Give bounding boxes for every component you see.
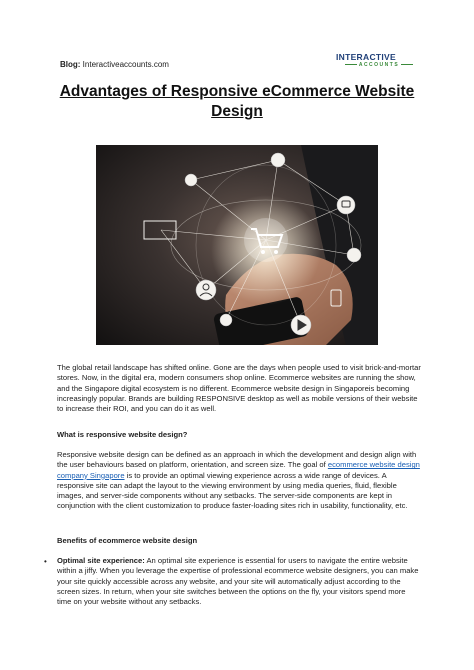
blog-label: Blog: <box>60 60 81 69</box>
logo-sub <box>336 62 422 69</box>
responsive-paragraph <box>57 450 421 512</box>
responsive-text-end: is to provide an optimal viewing experience across a wide range of devices. A responsive site can adapt the layout to the viewing environment by using media queries, fluid, flexible images, and server-side components without any setbacks. The server-side components are kept in conjunction with the client customization to produce faster-loading sites rich in usability, functionality, etc. <box>57 470 408 511</box>
hero-image <box>96 145 378 345</box>
bullet-title: Optimal site experience: <box>57 556 145 565</box>
wifi-icon <box>220 314 232 326</box>
logo-bar-left <box>345 64 357 65</box>
chat-icon <box>337 196 355 214</box>
cloud-icon <box>185 174 197 186</box>
intro-paragraph: The global retail landscape has shifted online. Gone are the days when people used to visit brick-and-mortar stores. Now, in the digital era, modern consumers shop online. Ecommerce websites are running the show, and the Singapore digital ecosystem is no different. Ecommerce website design in Singaporeis becoming increasingly popular. Brands are building RESPONSIVE desktop as well as mobile versions of their website to increase their ROI, and you can do it as well. <box>57 363 421 414</box>
ecommerce-design-company-link[interactable]: ecommerce website design company Singapore <box>57 460 420 480</box>
bullet-text: An optimal site experience is essential for users to navigate the entire website within a jiffy. When you leverage the expertise of professional ecommerce website designers, you can make your site quickly accessible across any website, and your site will automatically adjust according to the screen sizes. In return, when your site switches between the options on the fly, your visitors spend more time on your website without any setbacks. <box>57 556 419 607</box>
logo-main: INTERACTIVE <box>336 52 396 62</box>
logo-bar-right <box>401 64 413 65</box>
location-icon <box>347 248 361 262</box>
bullet-item-optimal-experience <box>57 556 421 607</box>
bullet-dot-icon: • <box>44 557 47 566</box>
section-heading-responsive: What is responsive website design? <box>57 430 188 439</box>
responsive-text-start: Responsive website design can be defined as an approach in which the development and design align with the user behaviours based on platform, orientation, and screen size. The goal of <box>57 450 417 470</box>
section-heading-benefits: Benefits of ecommerce website design <box>57 536 198 545</box>
logo-sub-text: ACCOUNTS <box>358 62 400 68</box>
page-title: Advantages of Responsive eCommerce Website Design <box>59 83 415 120</box>
company-logo <box>336 52 422 74</box>
blog-line <box>60 60 169 69</box>
shopping-cart-icon <box>244 218 288 262</box>
share-icon <box>271 153 285 167</box>
blog-site: Interactiveaccounts.com <box>82 60 169 69</box>
